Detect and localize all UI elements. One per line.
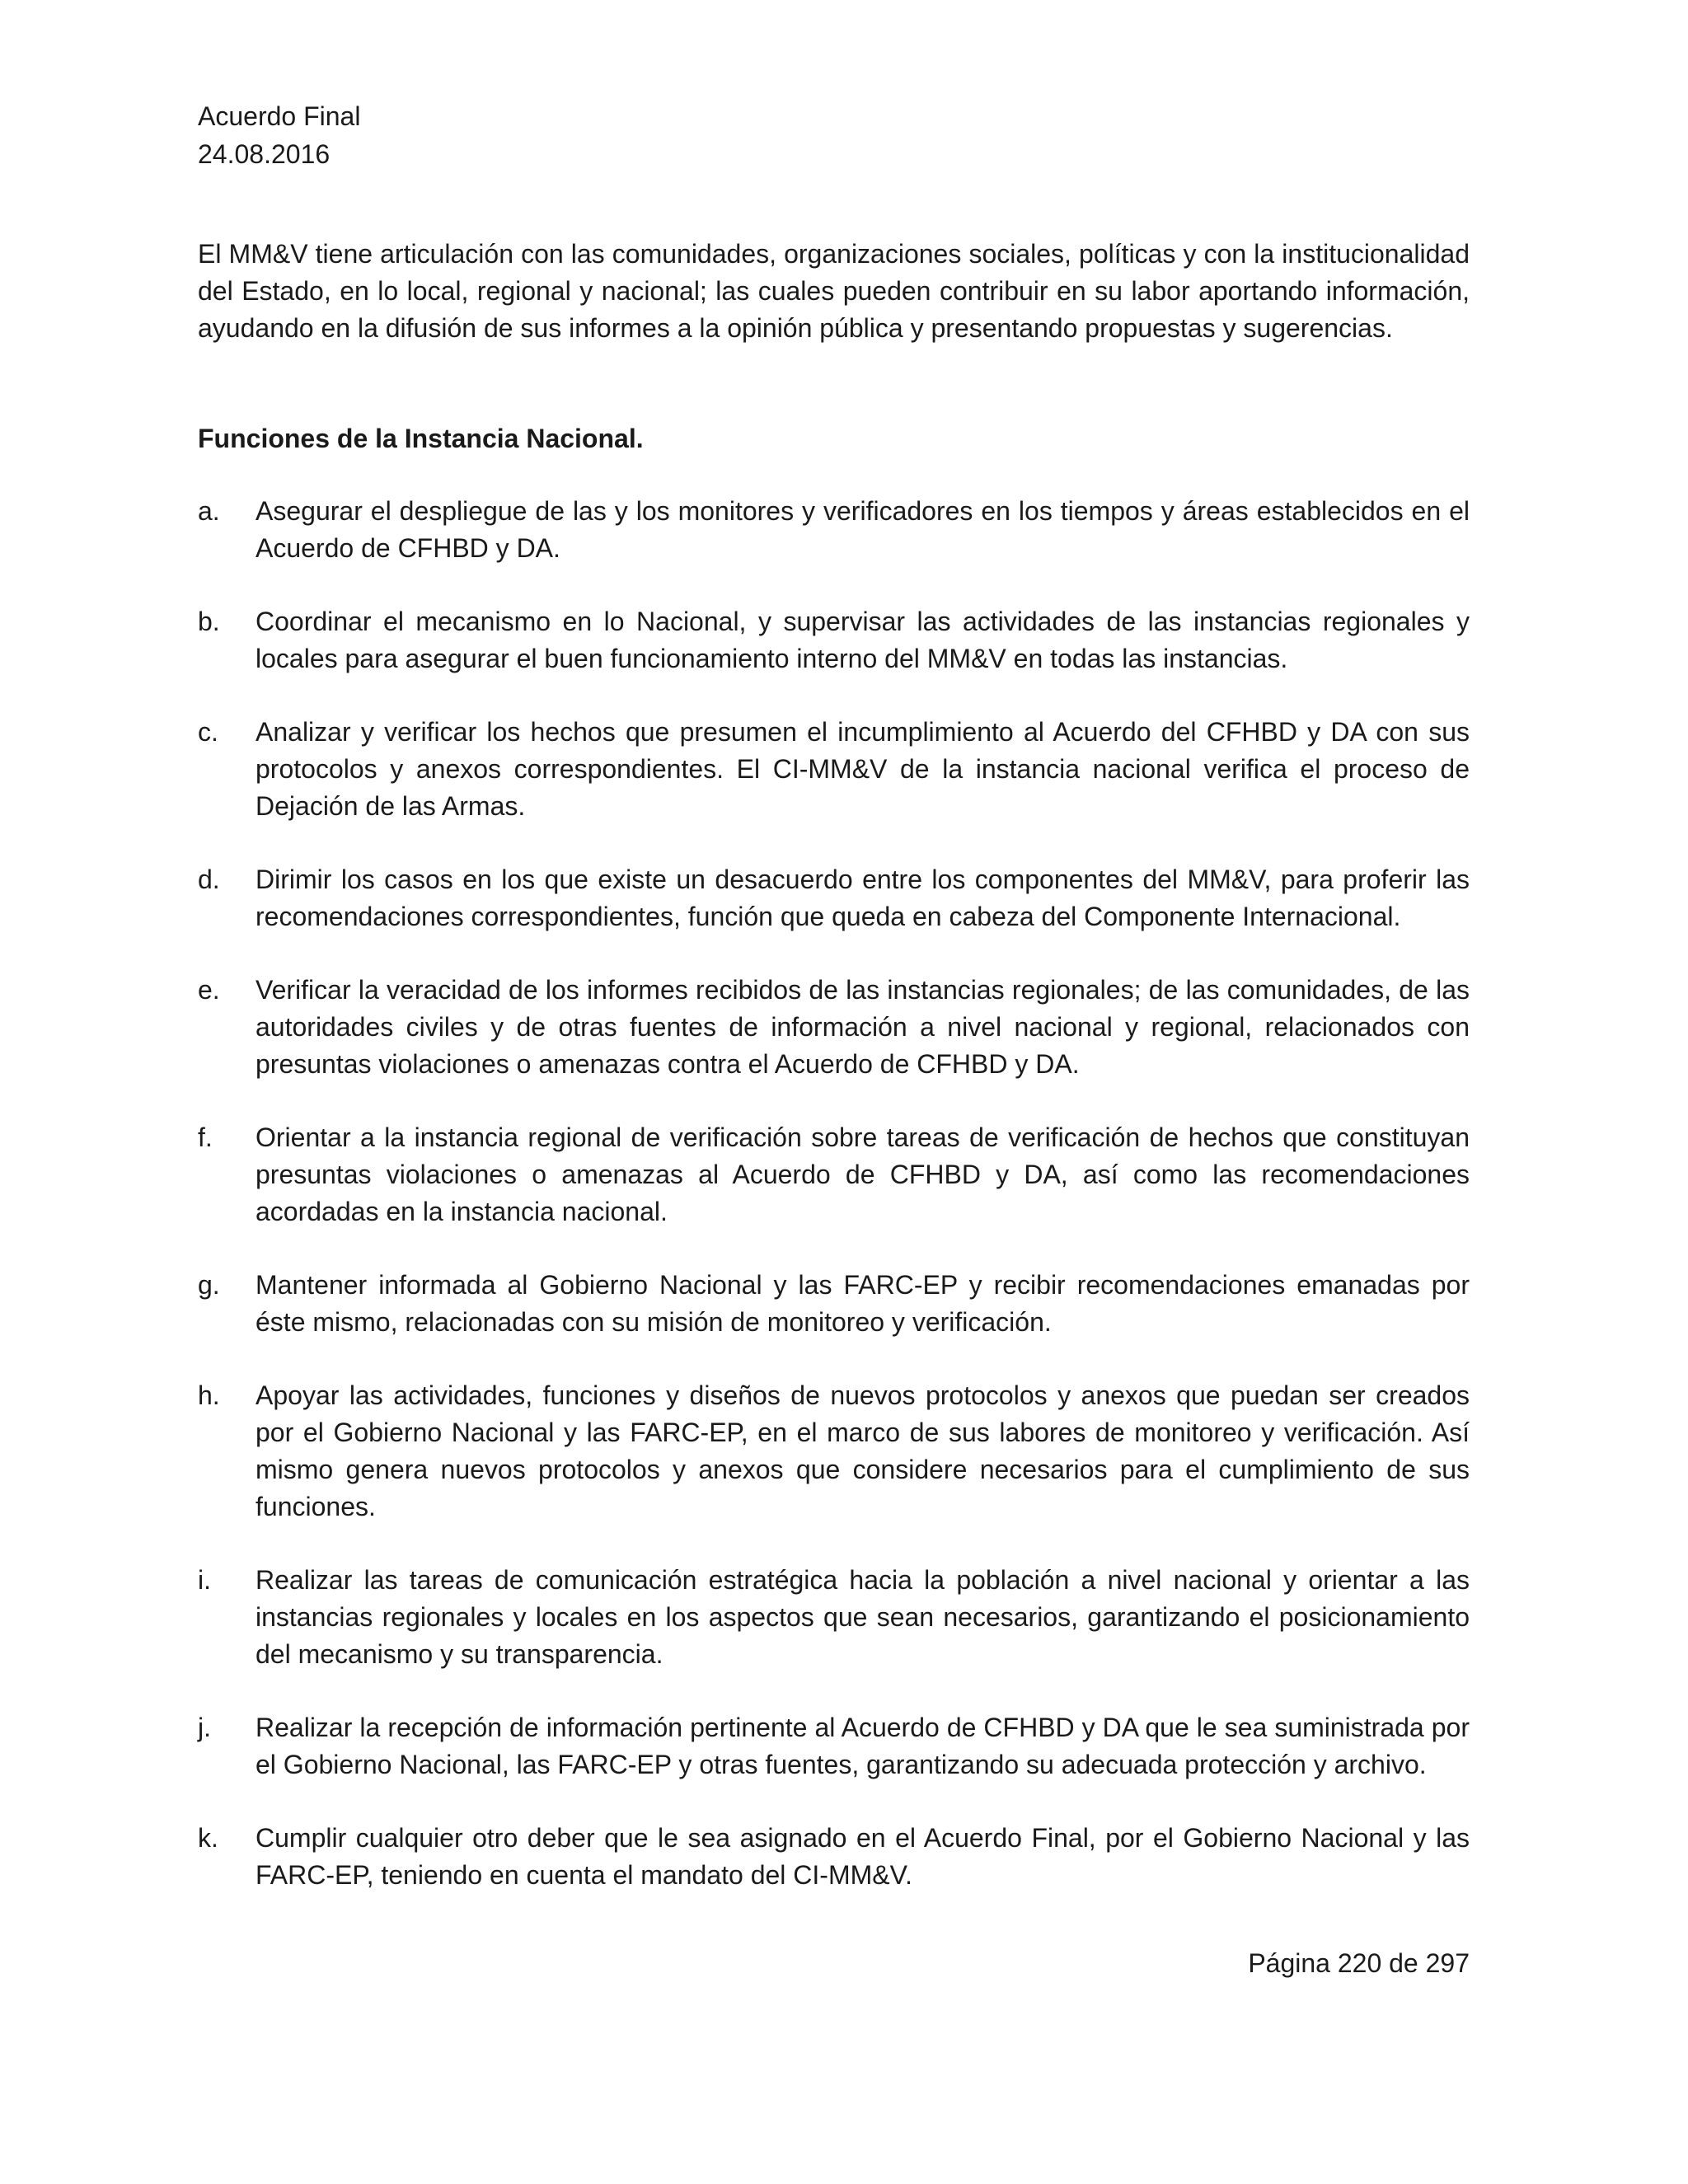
list-marker: g.: [198, 1270, 220, 1300]
list-marker: e.: [198, 975, 220, 1005]
list-item: [198, 1119, 1470, 1230]
page-number: Página 220 de 297: [1248, 1948, 1470, 1978]
list-item: [198, 714, 1470, 825]
list-marker: k.: [198, 1823, 218, 1853]
intro-paragraph: El MM&V tiene articulación con las comunidades, organizaciones sociales, políticas y con la institucionalidad del Estado, en lo local, regional y nacional; las cuales pueden contribuir en su labor aportando información, ayudando en la difusión de sus informes a la opinión pública y presentando propuestas y sugerencias.: [198, 239, 1470, 343]
document-title: Acuerdo Final: [198, 101, 361, 131]
list-item: [198, 861, 1470, 935]
section-title: Funciones de la Instancia Nacional.: [198, 424, 644, 453]
list-item-text: Realizar la recepción de información pertinente al Acuerdo de CFHBD y DA que le sea suministrada por el Gobierno Nacional, las FARC-EP y otras fuentes, garantizando su adecuada protección y archivo.: [256, 1713, 1470, 1779]
list-item-text: Cumplir cualquier otro deber que le sea asignado en el Acuerdo Final, por el Gobierno Nacional y las FARC-EP, teniendo en cuenta el mandato del CI-MM&V.: [256, 1823, 1470, 1890]
list-item: [198, 603, 1470, 677]
list-marker: f.: [198, 1122, 213, 1152]
document-date: 24.08.2016: [198, 139, 331, 169]
list-item-text: Mantener informada al Gobierno Nacional y las FARC-EP y recibir recomendaciones emanadas por éste mismo, relacionadas con su misión de monitoreo y verificación.: [256, 1270, 1470, 1337]
list-marker: b.: [198, 607, 220, 636]
list-marker: j.: [198, 1713, 211, 1742]
list-marker: a.: [198, 496, 220, 526]
list-item-text: Verificar la veracidad de los informes recibidos de las instancias regionales; de las comunidades, de las autoridades civiles y de otras fuentes de información a nivel nacional y regional, relacionados con presuntas violaciones o amenazas contra el Acuerdo de CFHBD y DA.: [256, 975, 1470, 1079]
list-item-text: Dirimir los casos en los que existe un desacuerdo entre los componentes del MM&V, para proferir las recomendaciones correspondientes, función que queda en cabeza del Componente Internacional.: [256, 865, 1470, 931]
list-item: [198, 972, 1470, 1083]
list-item-text: Coordinar el mecanismo en lo Nacional, y supervisar las actividades de las instancias regionales y locales para asegurar el buen funcionamiento interno del MM&V en todas las instancias.: [256, 607, 1470, 673]
document-header: [198, 97, 360, 173]
list-marker: i.: [198, 1565, 211, 1595]
list-item: [198, 1820, 1470, 1894]
functions-list: [198, 493, 1470, 1930]
list-item: [198, 1562, 1470, 1673]
list-item: [198, 493, 1470, 567]
list-item-text: Apoyar las actividades, funciones y diseños de nuevos protocolos y anexos que puedan ser creados por el Gobierno Nacional y las FARC-EP, en el marco de sus labores de monitoreo y verificación. Así mismo genera nuevos protocolos y anexos que considere necesarios para el cumplimiento de sus funciones.: [256, 1380, 1470, 1521]
list-marker: c.: [198, 717, 218, 747]
list-item: [198, 1709, 1470, 1783]
list-marker: d.: [198, 865, 220, 894]
list-item-text: Analizar y verificar los hechos que presumen el incumplimiento al Acuerdo del CFHBD y DA con sus protocolos y anexos correspondientes. El CI-MM&V de la instancia nacional verifica el proceso de Dejación de las Armas.: [256, 717, 1470, 821]
list-item: [198, 1267, 1470, 1341]
list-marker: h.: [198, 1380, 220, 1410]
list-item: [198, 1377, 1470, 1526]
list-item-text: Orientar a la instancia regional de verificación sobre tareas de verificación de hechos que constituyan presuntas violaciones o amenazas al Acuerdo de CFHBD y DA, así como las recomendaciones acordadas en la instancia nacional.: [256, 1122, 1470, 1226]
list-item-text: Realizar las tareas de comunicación estratégica hacia la población a nivel nacional y orientar a las instancias regionales y locales en los aspectos que sean necesarios, garantizando el posicionamiento del mecanismo y su transparencia.: [256, 1565, 1470, 1669]
list-item-text: Asegurar el despliegue de las y los monitores y verificadores en los tiempos y áreas establecidos en el Acuerdo de CFHBD y DA.: [256, 496, 1470, 563]
